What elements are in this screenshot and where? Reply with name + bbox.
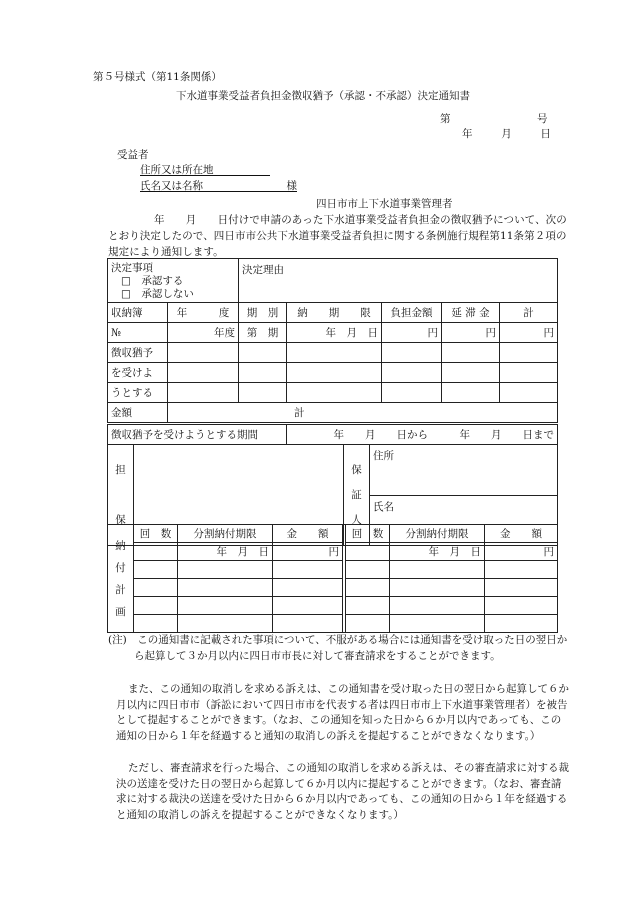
installment-header-deadline: 分割納付期限 xyxy=(178,525,273,543)
decision-label: 決定事項 xyxy=(111,262,153,274)
installment-cell[interactable] xyxy=(390,615,485,633)
period-label: 徴収猶予を受けようとする期間 xyxy=(108,425,287,445)
ledger-cell[interactable] xyxy=(442,343,500,363)
installment-cell[interactable] xyxy=(178,561,273,579)
installment-units-row xyxy=(108,543,558,561)
installment-cell[interactable] xyxy=(390,597,485,615)
ledger-header: 延 滞 金 xyxy=(442,303,500,323)
number-prefix: 第 xyxy=(440,113,451,125)
ledger-cell[interactable] xyxy=(500,383,558,403)
ledger-cell[interactable] xyxy=(287,363,382,383)
ledger-row xyxy=(108,343,558,363)
row-label: 徴収猶予 xyxy=(108,343,168,363)
guarantor-address-field[interactable] xyxy=(370,445,558,496)
recipient-name-field xyxy=(140,178,297,192)
ledger-units-row xyxy=(108,323,558,343)
note-text: ただし、審査請求を行った場合、この通知の取消しを求める訴えは、その審査請求に対する裁決の送達を受けた日の翌日から起算して６か月以内に提起することができます。（なお、審査請求に対する裁決の送達を受けた日から６か月以内であっても、この通知の日から１年を経過すると通知の取消しの訴えを提起することができなくなります。） xyxy=(116,762,569,821)
ledger-cell[interactable] xyxy=(287,383,382,403)
installment-cell[interactable] xyxy=(273,561,343,579)
document-title: 下水道事業受益者負担金徴収猶予（承認・不承認）決定通知書 xyxy=(176,90,470,102)
note-text: (注) この通知書に記載された事項について、不服がある場合には通知書を受け取った日の翌日から起算して３か月以内に四日市市長に対して審査請求をすることができます。 xyxy=(108,634,568,662)
date-month: 月 xyxy=(501,128,512,140)
installment-cell[interactable] xyxy=(273,615,343,633)
installment-char: 納 xyxy=(115,539,126,552)
installment-cell[interactable] xyxy=(178,615,273,633)
note-exception xyxy=(108,761,570,823)
guarantor-address-label: 住所 xyxy=(373,450,394,462)
installment-date-units: 年 月 日 xyxy=(390,543,485,561)
note-appeal xyxy=(108,633,570,664)
ledger-amount-row xyxy=(108,403,558,423)
installment-yen: 円 xyxy=(273,543,343,561)
decision-cell xyxy=(108,259,239,303)
ledger-unit: 年 月 日 xyxy=(287,323,382,343)
issuer: 四日市市上下水道事業管理者 xyxy=(316,198,453,210)
ledger-header: 年 度 xyxy=(168,303,239,323)
installment-row xyxy=(108,579,558,597)
ledger-table xyxy=(107,302,558,423)
installment-cell[interactable] xyxy=(273,597,343,615)
installment-yen: 円 xyxy=(485,543,558,561)
ledger-cell[interactable] xyxy=(382,363,442,383)
installment-cell[interactable] xyxy=(346,579,390,597)
installment-cell[interactable] xyxy=(346,543,390,561)
ledger-cell[interactable] xyxy=(239,343,287,363)
installment-header-count: 回 数 xyxy=(134,525,178,543)
ledger-unit: 円 xyxy=(382,323,442,343)
address-label: 住所又は所在地 xyxy=(140,164,214,176)
ledger-cell[interactable] xyxy=(500,343,558,363)
collateral-char: 担 xyxy=(115,464,126,476)
guarantor-char: 証 xyxy=(351,488,362,501)
installment-header-count: 回 数 xyxy=(346,525,390,543)
installment-cell[interactable] xyxy=(390,561,485,579)
honorific: 様 xyxy=(286,180,297,192)
ledger-cell[interactable] xyxy=(382,383,442,403)
installment-cell[interactable] xyxy=(346,561,390,579)
installment-header-row xyxy=(108,525,558,543)
ledger-cell[interactable] xyxy=(442,383,500,403)
installment-char: 画 xyxy=(115,605,126,618)
ledger-header: 負担金額 xyxy=(382,303,442,323)
ledger-row xyxy=(108,383,558,403)
installment-header-amount: 金 額 xyxy=(273,525,343,543)
reason-cell xyxy=(239,259,558,303)
form-label: 第５号様式（第11条関係） xyxy=(93,71,222,83)
installment-side-label xyxy=(108,525,134,633)
note-lawsuit xyxy=(108,682,570,744)
ledger-cell[interactable] xyxy=(168,363,239,383)
ledger-unit: 円 xyxy=(500,323,558,343)
date-day: 日 xyxy=(540,128,551,140)
installment-table xyxy=(107,524,558,633)
ledger-cell[interactable] xyxy=(239,383,287,403)
installment-row xyxy=(108,597,558,615)
installment-cell[interactable] xyxy=(134,615,178,633)
installment-char: 付 xyxy=(115,561,126,574)
installment-cell[interactable] xyxy=(134,579,178,597)
ledger-no: № xyxy=(108,323,168,343)
decision-table xyxy=(107,258,558,303)
installment-cell[interactable] xyxy=(134,597,178,615)
row-label: うとする xyxy=(108,383,168,403)
installment-cell[interactable] xyxy=(346,597,390,615)
issue-date xyxy=(462,126,551,141)
guarantor-name-label: 氏名 xyxy=(373,500,394,513)
name-label: 氏名又は名称 xyxy=(140,180,203,192)
installment-date-units: 年 月 日 xyxy=(178,543,273,561)
installment-cell[interactable] xyxy=(485,615,558,633)
installment-header-deadline: 分割納付期限 xyxy=(390,525,485,543)
installment-char: 計 xyxy=(115,583,126,596)
installment-header-amount: 金 額 xyxy=(485,525,558,543)
number-suffix: 号 xyxy=(537,113,548,125)
note-text: また、この通知の取消しを求める訴えは、この通知書を受け取った日の翌日から起算して６か月以内に四日市市（訴訟において四日市市を代表する者は四日市市上下水道事業管理者）を被告として提起することができます。（なお、この通知を知った日から６か月以内であっても、この通知の日から１年を経過すると通知の取消しの訴えを提起することができなくなります。） xyxy=(116,683,569,742)
installment-cell[interactable] xyxy=(134,543,178,561)
guarantor-char: 保 xyxy=(351,463,362,476)
ledger-unit: 円 xyxy=(442,323,500,343)
recipient-address-field xyxy=(140,162,270,176)
installment-row xyxy=(108,615,558,633)
installment-cell[interactable] xyxy=(178,579,273,597)
ledger-cell[interactable] xyxy=(287,343,382,363)
collateral-char: 保 xyxy=(115,514,126,526)
ledger-header: 計 xyxy=(500,303,558,323)
ledger-unit: 年度 xyxy=(168,323,239,343)
amount-total-label: 計 xyxy=(294,407,305,419)
period-table xyxy=(107,424,558,445)
date-year: 年 xyxy=(462,128,473,140)
reject-option[interactable]: □ 承認しない xyxy=(121,288,194,300)
installment-cell[interactable] xyxy=(485,597,558,615)
amount-total-cell[interactable] xyxy=(168,403,558,423)
recipient-label: 受益者 xyxy=(117,149,149,161)
intro-text: 年 月 日付けで申請のあった下水道事業受益者負担金の徴収猶予について、次のとおり決定したので、四日市市公共下水道事業受益者負担に関する条例施行規程第11条第２項の規定により通知します。 xyxy=(108,214,567,258)
reason-label: 決定理由 xyxy=(242,264,284,276)
installment-cell[interactable] xyxy=(273,579,343,597)
approve-option[interactable]: □ 承認する xyxy=(121,275,184,287)
installment-cell[interactable] xyxy=(346,615,390,633)
ledger-cell[interactable] xyxy=(442,363,500,383)
ledger-cell[interactable] xyxy=(168,383,239,403)
ledger-row xyxy=(108,363,558,383)
ledger-cell[interactable] xyxy=(168,343,239,363)
period-range[interactable]: 年 月 日から 年 月 日まで xyxy=(287,425,558,445)
ledger-cell[interactable] xyxy=(382,343,442,363)
installment-cell[interactable] xyxy=(134,561,178,579)
row-label: を受けよ xyxy=(108,363,168,383)
installment-cell[interactable] xyxy=(485,579,558,597)
installment-cell[interactable] xyxy=(390,579,485,597)
ledger-header-row xyxy=(108,303,558,323)
installment-cell[interactable] xyxy=(178,597,273,615)
ledger-unit: 第 期 xyxy=(239,323,287,343)
installment-cell[interactable] xyxy=(485,561,558,579)
guarantor-char: 人 xyxy=(351,513,362,526)
amount-label: 金額 xyxy=(108,403,168,423)
installment-row xyxy=(108,561,558,579)
ledger-cell[interactable] xyxy=(500,363,558,383)
ledger-cell[interactable] xyxy=(239,363,287,383)
ledger-header: 収納簿 xyxy=(108,303,168,323)
ledger-header: 期 別 xyxy=(239,303,287,323)
ledger-header: 納 期 限 xyxy=(287,303,382,323)
